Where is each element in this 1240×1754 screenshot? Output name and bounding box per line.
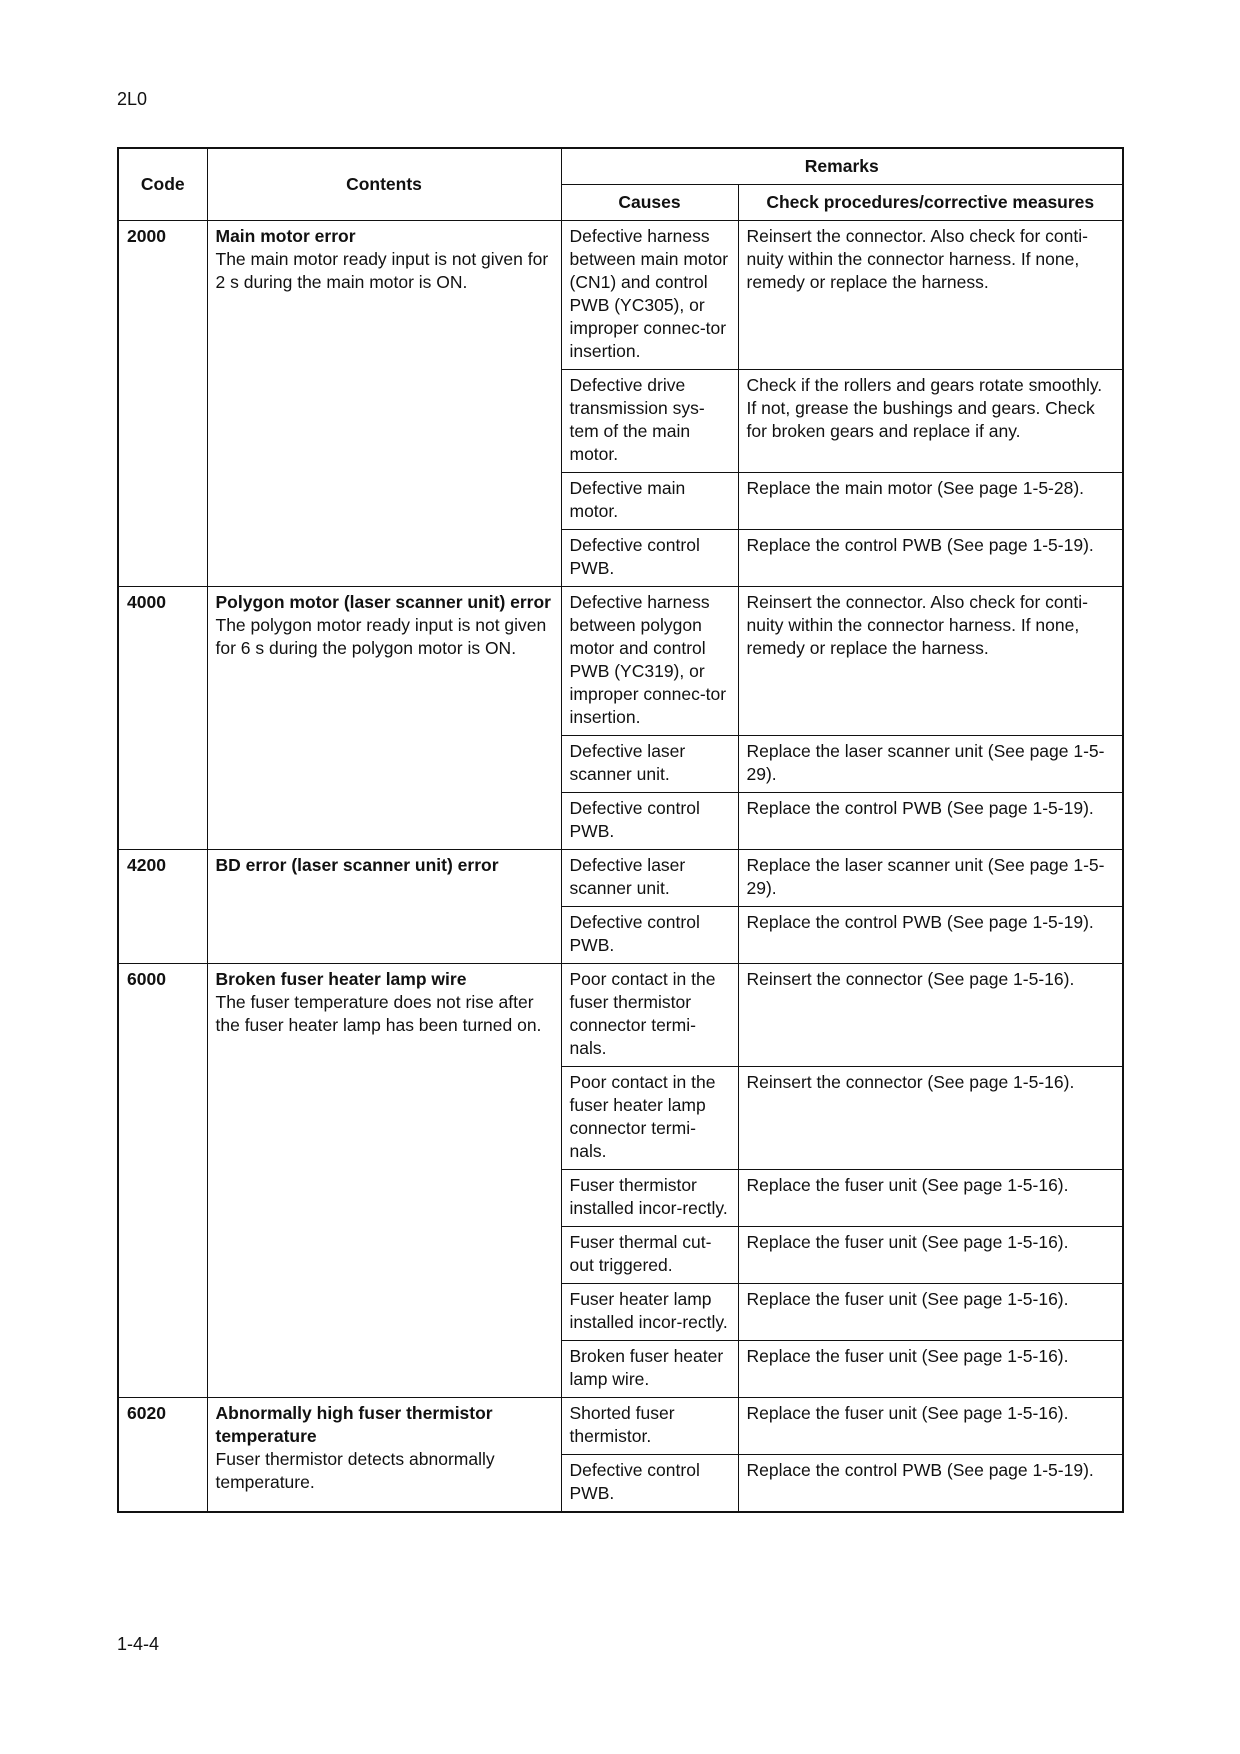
error-contents-cell (207, 1398, 561, 1513)
table-row (118, 850, 1123, 907)
error-description: The polygon motor ready input is not given for 6 s during the polygon motor is ON. (215, 615, 547, 658)
error-code-cell: 4200 (118, 850, 207, 964)
table-row (118, 221, 1123, 370)
check-procedure-cell: Replace the fuser unit (See page 1-5-16). (738, 1284, 1123, 1341)
cause-cell: Defective laser scanner unit. (561, 736, 738, 793)
cause-cell: Defective control PWB. (561, 793, 738, 850)
error-title: Main motor error (215, 226, 356, 246)
error-title: Abnormally high fuser thermistor temperature (215, 1403, 493, 1446)
check-procedure-cell: Reinsert the connector. Also check for conti-nuity within the connector harness. If none, remedy or replace the harness. (738, 587, 1123, 736)
check-procedure-cell: Replace the fuser unit (See page 1-5-16). (738, 1398, 1123, 1455)
check-procedure-cell: Reinsert the connector (See page 1-5-16). (738, 1067, 1123, 1170)
cause-cell: Shorted fuser thermistor. (561, 1398, 738, 1455)
error-contents-cell (207, 964, 561, 1398)
table-header-row (118, 148, 1123, 185)
error-title: Polygon motor (laser scanner unit) error (215, 592, 551, 612)
check-procedure-cell: Check if the rollers and gears rotate smoothly. If not, grease the bushings and gears. Check for broken gears and replace if any. (738, 370, 1123, 473)
contents-column-header: Contents (207, 148, 561, 221)
error-code-cell: 6020 (118, 1398, 207, 1513)
remarks-column-header: Remarks (561, 148, 1123, 185)
error-description: The main motor ready input is not given for 2 s during the main motor is ON. (215, 249, 549, 292)
check-procedure-cell: Reinsert the connector (See page 1-5-16). (738, 964, 1123, 1067)
cause-cell: Fuser thermistor installed incor-rectly. (561, 1170, 738, 1227)
code-column-header: Code (118, 148, 207, 221)
causes-column-header: Causes (561, 185, 738, 221)
cause-cell: Fuser heater lamp installed incor-rectly. (561, 1284, 738, 1341)
table-body (118, 221, 1123, 1513)
error-description: The fuser temperature does not rise after the fuser heater lamp has been turned on. (215, 992, 542, 1035)
error-contents-cell (207, 850, 561, 964)
cause-cell: Defective control PWB. (561, 530, 738, 587)
check-procedure-cell: Replace the control PWB (See page 1-5-19). (738, 907, 1123, 964)
document-code: 2L0 (117, 89, 148, 109)
check-procedure-cell: Reinsert the connector. Also check for conti-nuity within the connector harness. If none, remedy or replace the harness. (738, 221, 1123, 370)
error-contents-cell (207, 221, 561, 587)
check-procedure-cell: Replace the control PWB (See page 1-5-19). (738, 1455, 1123, 1513)
table-row (118, 587, 1123, 736)
error-code-table (117, 147, 1124, 1513)
check-procedure-cell: Replace the main motor (See page 1-5-28). (738, 473, 1123, 530)
check-procedure-cell: Replace the laser scanner unit (See page 1-5-29). (738, 736, 1123, 793)
error-code-cell: 6000 (118, 964, 207, 1398)
check-procedure-cell: Replace the control PWB (See page 1-5-19). (738, 793, 1123, 850)
cause-cell: Defective laser scanner unit. (561, 850, 738, 907)
cause-cell: Defective harness between polygon motor and control PWB (YC319), or improper connec-tor insertion. (561, 587, 738, 736)
cause-cell: Defective main motor. (561, 473, 738, 530)
error-title: BD error (laser scanner unit) error (215, 855, 499, 875)
cause-cell: Poor contact in the fuser heater lamp connector termi-nals. (561, 1067, 738, 1170)
cause-cell: Poor contact in the fuser thermistor connector termi-nals. (561, 964, 738, 1067)
error-contents-cell (207, 587, 561, 850)
cause-cell: Fuser thermal cut-out triggered. (561, 1227, 738, 1284)
cause-cell: Broken fuser heater lamp wire. (561, 1341, 738, 1398)
check-column-header: Check procedures/corrective measures (738, 185, 1123, 221)
cause-cell: Defective control PWB. (561, 907, 738, 964)
page-number: 1-4-4 (117, 1634, 160, 1654)
error-title: Broken fuser heater lamp wire (215, 969, 467, 989)
error-description: Fuser thermistor detects abnormally temperature. (215, 1449, 495, 1492)
cause-cell: Defective control PWB. (561, 1455, 738, 1513)
check-procedure-cell: Replace the fuser unit (See page 1-5-16). (738, 1227, 1123, 1284)
error-code-cell: 4000 (118, 587, 207, 850)
table-row (118, 964, 1123, 1067)
check-procedure-cell: Replace the fuser unit (See page 1-5-16). (738, 1341, 1123, 1398)
cause-cell: Defective harness between main motor (CN1) and control PWB (YC305), or improper connec-tor insertion. (561, 221, 738, 370)
table-row (118, 1398, 1123, 1455)
check-procedure-cell: Replace the laser scanner unit (See page 1-5-29). (738, 850, 1123, 907)
check-procedure-cell: Replace the fuser unit (See page 1-5-16). (738, 1170, 1123, 1227)
cause-cell: Defective drive transmission sys-tem of the main motor. (561, 370, 738, 473)
check-procedure-cell: Replace the control PWB (See page 1-5-19). (738, 530, 1123, 587)
error-code-cell: 2000 (118, 221, 207, 587)
